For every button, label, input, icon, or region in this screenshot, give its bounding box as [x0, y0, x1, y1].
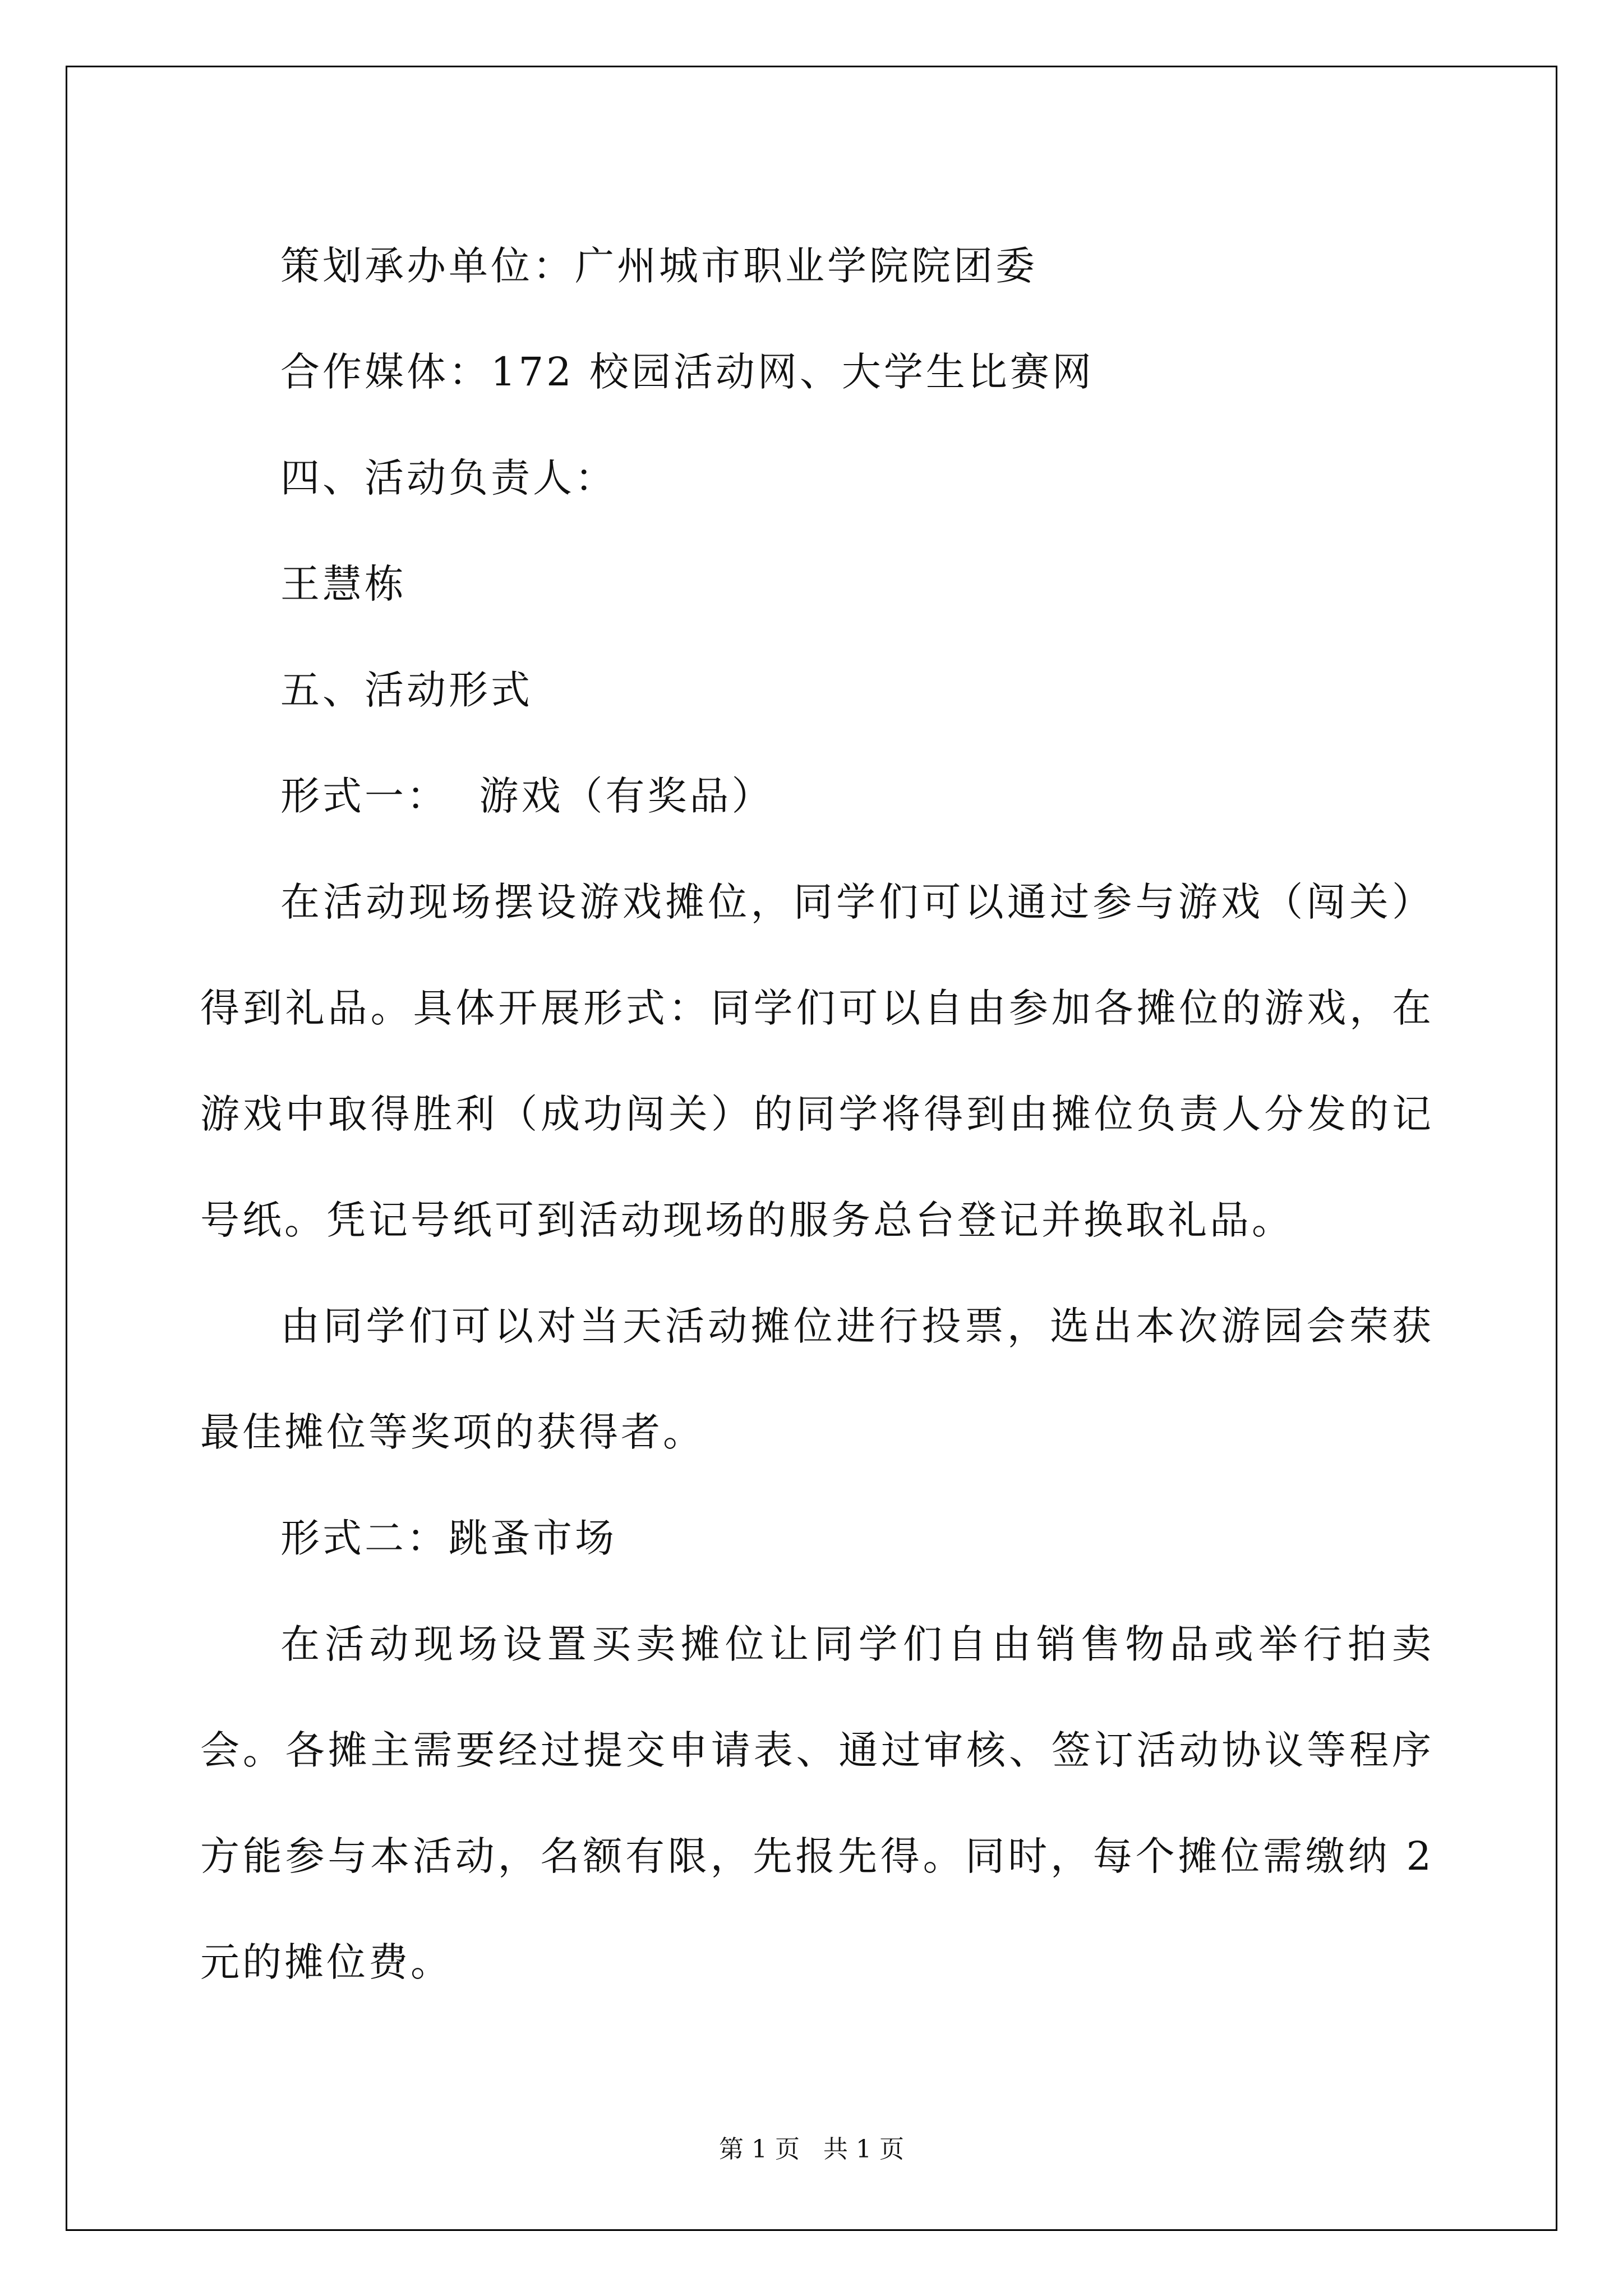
paragraph-person-name: 王慧栋	[280, 561, 407, 607]
section-heading-activity-form: 五、活动形式	[280, 667, 533, 713]
subheading-form-one: 形式一： 游戏（有奖品）	[280, 773, 774, 819]
paragraph-game-booths: 在活动现场摆设游戏摊位，同学们可以通过参与游戏（闯关）得到礼品。具体开展形式：同学们可以自由参加各摊位的游戏，在游戏中取得胜利（成功闯关）的同学将得到由摊位负责人分发的记号纸。凭记号纸可到活动现场的服务总台登记并换取礼品。	[200, 879, 1434, 1243]
paragraph-booth-voting: 由同学们可以对当天活动摊位进行投票，选出本次游园会荣获最佳摊位等奖项的获得者。	[200, 1303, 1434, 1455]
paragraph-media-partners: 合作媒体：172 校园活动网、大学生比赛网	[280, 349, 1094, 395]
paragraph-flea-market: 在活动现场设置买卖摊位让同学们自由销售物品或举行拍卖会。各摊主需要经过提交申请表、通过审核、签订活动协议等程序方能参与本活动，名额有限，先报先得。同时，每个摊位需缴纳 2 元的摊位费。	[200, 1621, 1450, 1985]
paragraph-organizer: 策划承办单位：广州城市职业学院院团委	[280, 243, 1038, 289]
subheading-form-two: 形式二：跳蚤市场	[280, 1515, 617, 1561]
page-number-footer: 第 1 页 共 1 页	[719, 2135, 904, 2164]
section-heading-person-in-charge: 四、活动负责人：	[280, 455, 617, 501]
document-body	[200, 213, 1450, 2016]
